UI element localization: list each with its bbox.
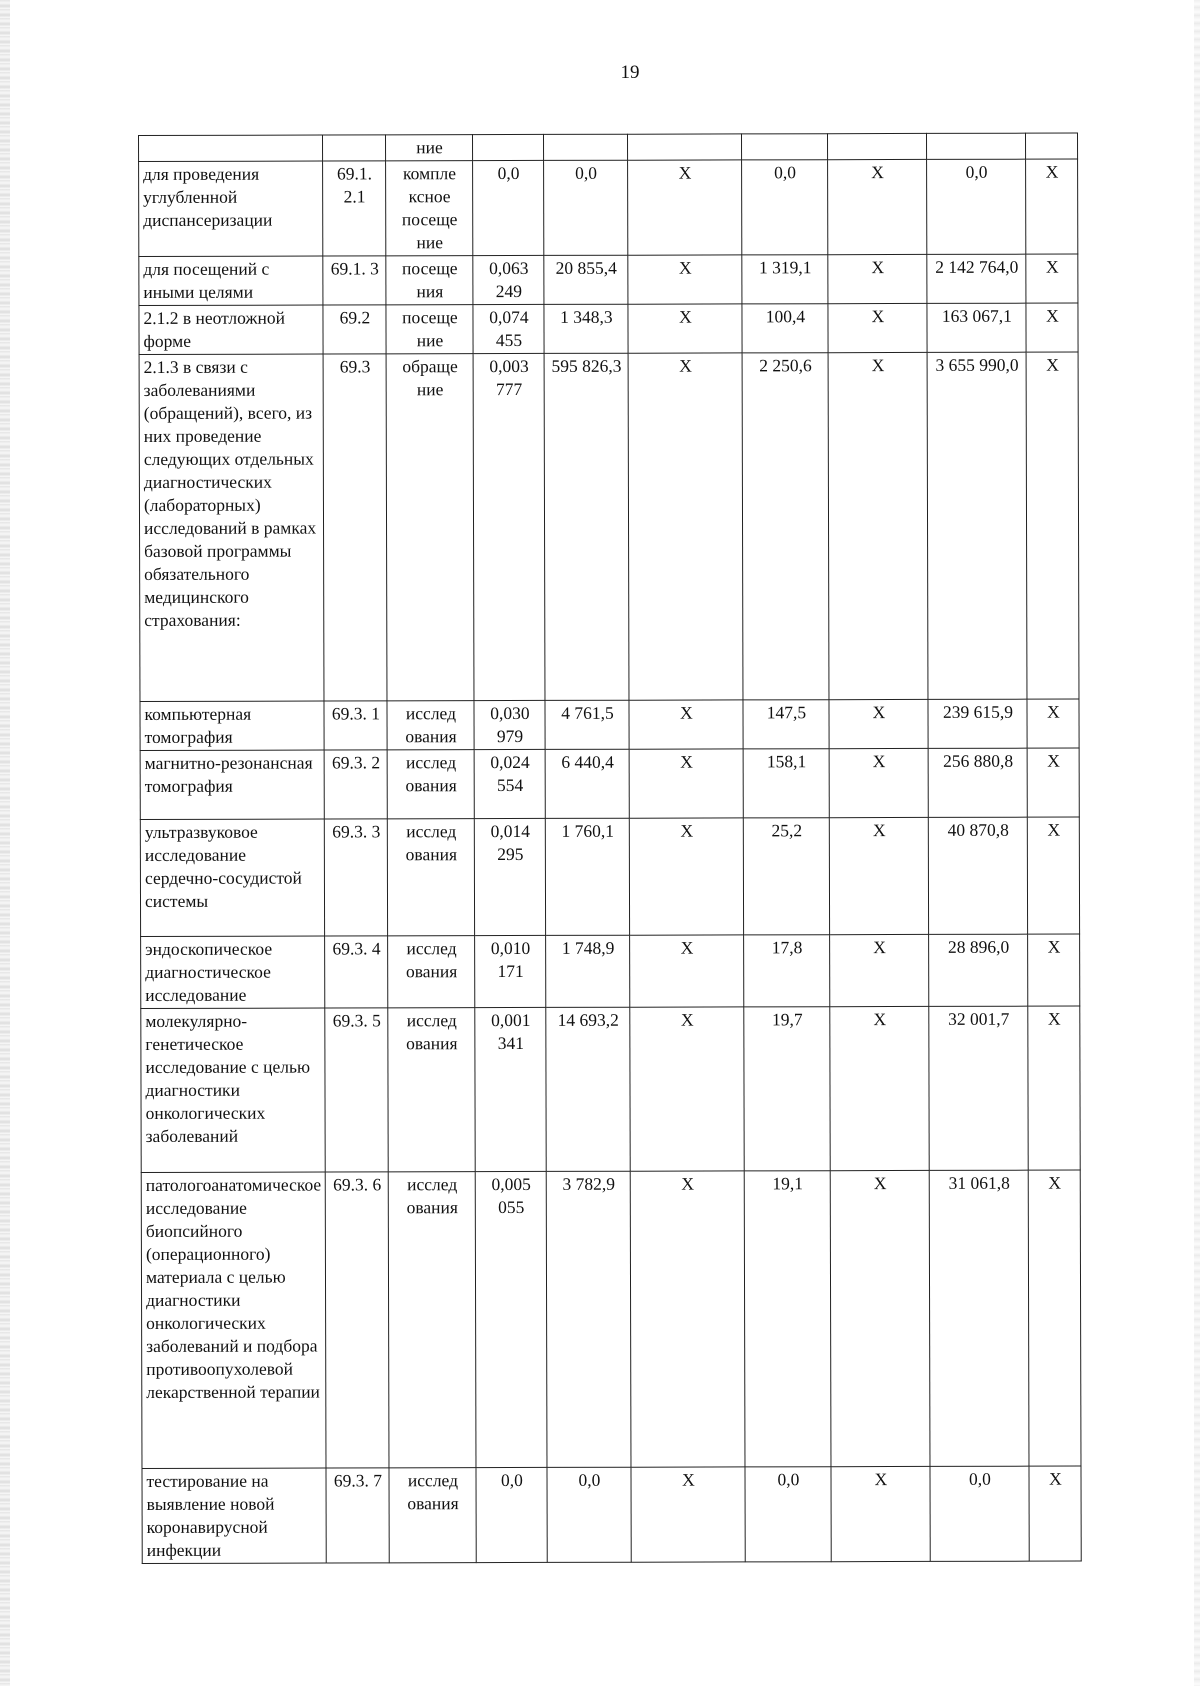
row-label: ультразвуковое исследование сердечно-сосудистой системы bbox=[140, 819, 325, 936]
cost-cell: 20 855,4 bbox=[544, 255, 628, 304]
norm-cell: 0,074 455 bbox=[473, 304, 544, 353]
cost-cell: 0,0 bbox=[547, 1467, 631, 1562]
table-row bbox=[141, 1170, 1081, 1468]
row-label: 2.1.3 в связи с заболеваниями (обращений), всего, из них проведение следующих отдельных диагностических (лабораторных) исследований в рамках базовой программы обязательного медицинского страхования: bbox=[139, 354, 324, 701]
x-mark-cell bbox=[628, 134, 742, 160]
row-label: эндоскопическое диагностическое исследование bbox=[141, 936, 326, 1008]
table-row bbox=[140, 748, 1080, 819]
table-row bbox=[139, 254, 1079, 305]
x-mark-cell bbox=[1026, 133, 1078, 159]
row-code: 69.2 bbox=[323, 305, 386, 354]
x-mark-cell: X bbox=[830, 1006, 929, 1170]
row-code: 69.3. 5 bbox=[325, 1008, 388, 1172]
x-mark-cell: X bbox=[1029, 1170, 1082, 1466]
unit-cell: исслед ования bbox=[389, 1468, 476, 1563]
unit-cell: исслед ования bbox=[388, 936, 475, 1008]
unit-cell: обраще ние bbox=[387, 354, 475, 701]
x-mark-cell: X bbox=[1028, 748, 1080, 817]
total-cell: 163 067,1 bbox=[927, 303, 1026, 352]
unit-cell: исслед ования bbox=[388, 1008, 475, 1172]
x-mark-cell: X bbox=[630, 749, 744, 818]
per-capita-cell bbox=[742, 134, 828, 160]
norm-cell: 0,014 295 bbox=[475, 818, 546, 935]
total-cell: 40 870,8 bbox=[929, 817, 1028, 934]
per-capita-cell: 100,4 bbox=[742, 304, 828, 353]
table-row bbox=[142, 1466, 1082, 1563]
per-capita-cell: 19,1 bbox=[745, 1171, 832, 1467]
table-row bbox=[139, 303, 1079, 354]
x-mark-cell: X bbox=[1027, 352, 1080, 699]
cost-cell: 1 348,3 bbox=[544, 304, 628, 353]
table-row bbox=[140, 699, 1080, 750]
norm-cell: 0,030 979 bbox=[474, 700, 545, 749]
row-label: тестирование на выявление новой коронавирусной инфекции bbox=[142, 1468, 327, 1563]
table-row bbox=[139, 159, 1079, 256]
row-code: 69.3. 6 bbox=[326, 1172, 390, 1468]
cost-cell: 6 440,4 bbox=[546, 749, 630, 818]
unit-cell: посеще ние bbox=[386, 305, 473, 354]
x-mark-cell: X bbox=[830, 934, 929, 1006]
row-label: для посещений с иными целями bbox=[139, 256, 324, 305]
scan-edge-right bbox=[1194, 0, 1200, 1686]
total-cell: 31 061,8 bbox=[930, 1170, 1030, 1466]
row-code: 69.1. 3 bbox=[323, 256, 386, 305]
row-label: молекулярно-генетическое исследование с целью диагностики онкологических заболеваний bbox=[141, 1008, 326, 1172]
row-label: для проведения углубленной диспансеризации bbox=[139, 161, 324, 256]
per-capita-cell: 0,0 bbox=[742, 160, 828, 255]
table-row bbox=[139, 133, 1079, 161]
x-mark-cell: X bbox=[829, 352, 929, 699]
norm-cell: 0,003 777 bbox=[474, 353, 546, 700]
x-mark-cell: X bbox=[1027, 699, 1079, 748]
x-mark-cell: X bbox=[831, 1170, 931, 1466]
row-code: 69.3 bbox=[324, 354, 388, 701]
table-row bbox=[141, 934, 1081, 1008]
x-mark-cell: X bbox=[631, 1467, 745, 1562]
total-cell: 256 880,8 bbox=[929, 748, 1028, 817]
x-mark-cell: X bbox=[831, 1466, 930, 1561]
total-cell bbox=[927, 133, 1026, 159]
x-mark-cell: X bbox=[828, 303, 927, 352]
unit-cell: исслед ования bbox=[387, 701, 474, 750]
per-capita-cell: 25,2 bbox=[744, 818, 830, 935]
x-mark-cell: X bbox=[1028, 934, 1080, 1006]
x-mark-cell: X bbox=[630, 818, 744, 935]
row-label: компьютерная томография bbox=[140, 701, 325, 750]
x-mark-cell: X bbox=[1028, 817, 1080, 934]
x-mark-cell: X bbox=[629, 353, 744, 700]
row-code: 69.1. 2.1 bbox=[323, 161, 386, 256]
per-capita-cell: 1 319,1 bbox=[742, 255, 828, 304]
x-mark-cell: X bbox=[630, 935, 744, 1007]
row-code: 69.3. 4 bbox=[325, 936, 388, 1008]
total-cell: 28 896,0 bbox=[929, 934, 1028, 1006]
norm-cell: 0,0 bbox=[473, 160, 544, 255]
scan-edge-left bbox=[0, 0, 10, 1686]
x-mark-cell: X bbox=[830, 817, 929, 934]
x-mark-cell bbox=[828, 133, 927, 159]
total-cell: 3 655 990,0 bbox=[928, 352, 1028, 699]
row-code: 69.3. 2 bbox=[325, 750, 388, 819]
x-mark-cell: X bbox=[1028, 1006, 1080, 1170]
x-mark-cell: X bbox=[1026, 159, 1078, 254]
norm-cell: 0,0 bbox=[476, 1467, 547, 1562]
unit-cell: ние bbox=[386, 135, 473, 161]
x-mark-cell: X bbox=[829, 699, 928, 748]
cost-cell: 4 761,5 bbox=[545, 700, 629, 749]
norm-cell: 0,005 055 bbox=[476, 1171, 548, 1467]
row-code bbox=[323, 135, 386, 161]
x-mark-cell: X bbox=[630, 1007, 744, 1171]
x-mark-cell: X bbox=[1026, 303, 1078, 352]
total-cell: 0,0 bbox=[930, 1466, 1029, 1561]
per-capita-cell: 17,8 bbox=[744, 935, 830, 1007]
norm-cell: 0,001 341 bbox=[475, 1007, 546, 1171]
table-row bbox=[141, 1006, 1081, 1172]
x-mark-cell: X bbox=[1029, 1466, 1081, 1561]
total-cell: 0,0 bbox=[927, 159, 1026, 254]
x-mark-cell: X bbox=[628, 304, 742, 353]
cost-cell: 1 748,9 bbox=[546, 935, 630, 1007]
per-capita-cell: 19,7 bbox=[744, 1007, 830, 1171]
x-mark-cell: X bbox=[828, 254, 927, 303]
cost-cell: 3 782,9 bbox=[547, 1171, 632, 1467]
cost-cell: 1 760,1 bbox=[546, 818, 630, 935]
unit-cell: компле ксное посеще ние bbox=[386, 161, 473, 256]
cost-cell: 595 826,3 bbox=[545, 353, 630, 700]
norm-cell: 0,024 554 bbox=[475, 749, 546, 818]
norm-cell: 0,010 171 bbox=[475, 935, 546, 1007]
unit-cell: исслед ования bbox=[388, 750, 475, 819]
per-capita-cell: 2 250,6 bbox=[743, 353, 830, 700]
cost-cell bbox=[544, 134, 628, 160]
per-capita-cell: 147,5 bbox=[743, 700, 829, 749]
x-mark-cell: X bbox=[1026, 254, 1078, 303]
total-cell: 2 142 764,0 bbox=[927, 254, 1026, 303]
row-code: 69.3. 7 bbox=[326, 1468, 389, 1563]
row-code: 69.3. 3 bbox=[325, 819, 388, 936]
x-mark-cell: X bbox=[828, 159, 927, 254]
x-mark-cell: X bbox=[628, 160, 742, 255]
row-label: патологоанатомическое исследование биопсийного (операционного) материала с целью диагностики онкологических заболеваний и подбора противоопухолевой лекарственной терапии bbox=[141, 1172, 326, 1468]
table-row bbox=[139, 352, 1079, 701]
per-capita-cell: 0,0 bbox=[745, 1467, 831, 1562]
unit-cell: исслед ования bbox=[388, 819, 475, 936]
cost-cell: 14 693,2 bbox=[546, 1007, 630, 1171]
unit-cell: посеще ния bbox=[386, 256, 473, 305]
page-number: 19 bbox=[620, 62, 640, 83]
data-table bbox=[138, 133, 1082, 1564]
row-label: магнитно-резонансная томография bbox=[140, 750, 325, 819]
total-cell: 239 615,9 bbox=[928, 699, 1027, 748]
table-row bbox=[140, 817, 1080, 936]
cost-cell: 0,0 bbox=[544, 160, 628, 255]
x-mark-cell: X bbox=[631, 1171, 746, 1467]
x-mark-cell: X bbox=[628, 255, 742, 304]
x-mark-cell: X bbox=[830, 748, 929, 817]
row-label bbox=[139, 135, 324, 161]
per-capita-cell: 158,1 bbox=[744, 749, 830, 818]
x-mark-cell: X bbox=[629, 700, 743, 749]
norm-cell: 0,063 249 bbox=[473, 255, 544, 304]
total-cell: 32 001,7 bbox=[929, 1006, 1028, 1170]
norm-cell bbox=[473, 134, 544, 160]
unit-cell: исслед ования bbox=[389, 1172, 477, 1468]
row-label: 2.1.2 в неотложной форме bbox=[139, 305, 324, 354]
row-code: 69.3. 1 bbox=[324, 701, 387, 750]
